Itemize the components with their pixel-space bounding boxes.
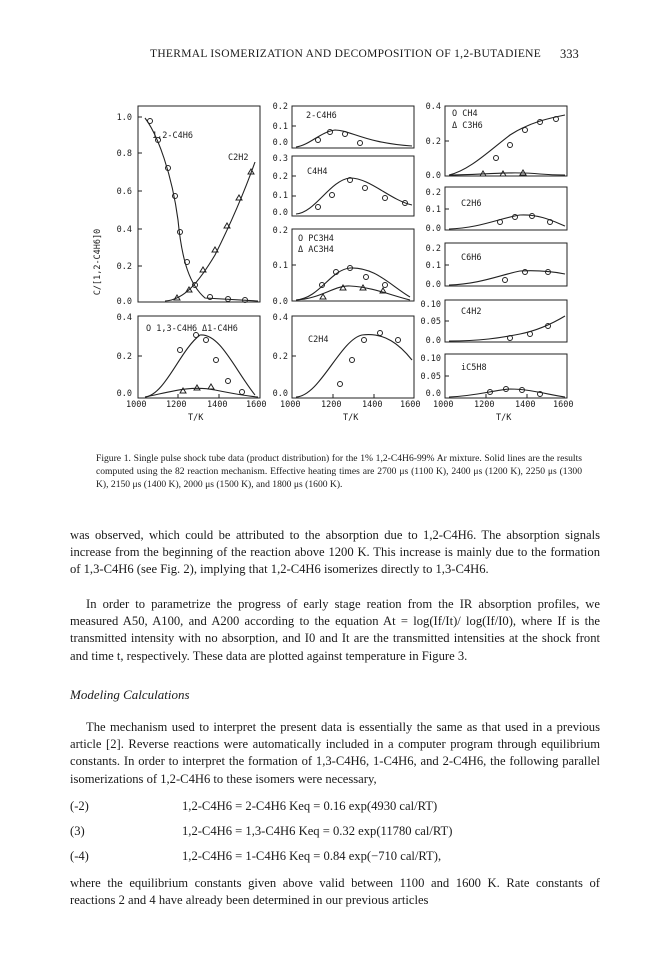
label-1-3-c4h6: O 1,3-C4H6 bbox=[146, 324, 198, 334]
x-tick: 1200 bbox=[321, 400, 342, 410]
y-tick: 0.4 bbox=[116, 225, 132, 235]
marker-circle bbox=[494, 156, 499, 161]
label-c3h6: Δ C3H6 bbox=[452, 121, 483, 131]
figure-1 bbox=[0, 0, 672, 400]
x-tick: 1200 bbox=[166, 400, 187, 410]
running-head: THERMAL ISOMERIZATION AND DECOMPOSITION OF 1,2-BUTADIENE bbox=[150, 48, 542, 60]
panel-c6h6-frame bbox=[445, 243, 567, 286]
y-tick: 0.0 bbox=[272, 297, 288, 307]
equation-row bbox=[70, 799, 600, 817]
y-tick: 0.4 bbox=[116, 313, 132, 323]
marker-circle bbox=[523, 270, 528, 275]
marker-circle bbox=[178, 348, 183, 353]
equation-number: (-4) bbox=[70, 849, 89, 863]
x-tick: 1000 bbox=[433, 400, 454, 410]
label-c2h4: C2H4 bbox=[308, 335, 329, 345]
x-tick: 1400 bbox=[362, 400, 383, 410]
x-tick: 1600 bbox=[400, 400, 421, 410]
y-tick: 0.0 bbox=[425, 389, 441, 399]
y-tick: 0.2 bbox=[272, 352, 288, 362]
y-tick: 0.0 bbox=[116, 297, 132, 307]
equation-row bbox=[70, 849, 600, 867]
x-tick: 1000 bbox=[280, 400, 301, 410]
y-tick: 0.0 bbox=[425, 171, 441, 181]
label-1-2-c4h6: 1,2-C4H6 bbox=[152, 131, 193, 141]
curve-c4h4 bbox=[296, 178, 412, 214]
paragraph-text: was observed, which could be attributed to the absorption due to 1,2-C4H6. The absorption signals increase from the beginning of the reaction above 1200 K. This increase is mainly due to the formation of 1,3-C4H6 (see Fig. 2), implying that 1,2-C4H6 isomerizes directly to 1,3-C4H6. bbox=[70, 528, 600, 577]
marker-circle bbox=[214, 358, 219, 363]
x-tick: 1600 bbox=[553, 400, 574, 410]
x-axis-titles bbox=[0, 413, 672, 427]
marker-circle bbox=[364, 275, 369, 280]
y-tick: 0.1 bbox=[272, 191, 288, 201]
label-pc3h4: O PC3H4 bbox=[298, 234, 334, 244]
curve-ic5h8 bbox=[449, 389, 565, 397]
marker-circle bbox=[316, 138, 321, 143]
x-tick: 1600 bbox=[246, 400, 267, 410]
y-tick: 0.1 bbox=[425, 261, 441, 271]
y-axis-label: C/[1,2-C4H6]0 bbox=[93, 228, 103, 296]
curve-1-2-c4h6 bbox=[145, 118, 258, 301]
equation-body: 1,2-C4H6 = 1-C4H6 Keq = 0.84 exp(−710 cal/RT), bbox=[182, 849, 442, 863]
marker-circle bbox=[173, 194, 178, 199]
y-tick: 0.2 bbox=[116, 352, 132, 362]
marker-circle bbox=[338, 382, 343, 387]
page-number: 333 bbox=[560, 47, 579, 61]
y-tick: 0.05 bbox=[420, 372, 441, 382]
x-tick: 1400 bbox=[515, 400, 536, 410]
paragraph-2 bbox=[70, 596, 600, 665]
label-c6h6: C6H6 bbox=[461, 253, 482, 263]
y-tick: 0.10 bbox=[420, 300, 441, 310]
y-tick: 0.1 bbox=[272, 122, 288, 132]
panel-c2h4-frame bbox=[292, 316, 414, 398]
label-1-c4h6: Δ1-C4H6 bbox=[202, 324, 238, 334]
curve-1-3-c4h6 bbox=[145, 335, 255, 397]
y-tick: 0.10 bbox=[420, 354, 441, 364]
y-tick: 0.1 bbox=[272, 261, 288, 271]
curve-c3h6 bbox=[449, 173, 565, 175]
paragraph-text: where the equilibrium constants given above valid between 1100 and 1600 K. Rate constants of reactions 2 and 4 have already been determined in our previous articles bbox=[70, 876, 600, 908]
marker-triangle bbox=[208, 384, 214, 389]
x-axis-label: T/K bbox=[188, 413, 204, 423]
y-tick: 0.2 bbox=[116, 262, 132, 272]
marker-circle bbox=[316, 205, 321, 210]
marker-circle bbox=[383, 196, 388, 201]
marker-triangle bbox=[212, 247, 218, 252]
marker-circle bbox=[498, 220, 503, 225]
marker-circle bbox=[226, 379, 231, 384]
equation-number: (3) bbox=[70, 824, 85, 838]
y-tick: 0.0 bbox=[116, 389, 132, 399]
marker-circle bbox=[358, 141, 363, 146]
y-tick: 0.0 bbox=[272, 389, 288, 399]
y-tick: 0.0 bbox=[272, 138, 288, 148]
paragraph-1 bbox=[70, 527, 600, 579]
label-c2h6: C2H6 bbox=[461, 199, 482, 209]
y-tick: 0.05 bbox=[420, 317, 441, 327]
curve-c2h2 bbox=[165, 162, 255, 301]
marker-circle bbox=[396, 338, 401, 343]
marker-circle bbox=[513, 215, 518, 220]
x-axis-label: T/K bbox=[343, 413, 359, 423]
y-tick: 0.2 bbox=[425, 188, 441, 198]
x-tick: 1200 bbox=[474, 400, 495, 410]
marker-circle bbox=[204, 338, 209, 343]
y-tick: 0.6 bbox=[116, 187, 132, 197]
marker-circle bbox=[508, 143, 513, 148]
label-c4h2: C4H2 bbox=[461, 307, 482, 317]
figure-caption bbox=[96, 452, 582, 491]
marker-circle bbox=[350, 358, 355, 363]
y-tick: 0.0 bbox=[272, 208, 288, 218]
curve-2-c4h6 bbox=[296, 130, 412, 147]
marker-circle bbox=[362, 338, 367, 343]
equation-body: 1,2-C4H6 = 2-C4H6 Keq = 0.16 exp(4930 cal/RT) bbox=[182, 799, 438, 813]
marker-triangle bbox=[520, 170, 526, 175]
y-tick: 0.4 bbox=[272, 313, 288, 323]
label-2-c4h6: 2-C4H6 bbox=[306, 111, 337, 121]
y-tick: 0.2 bbox=[425, 137, 441, 147]
paragraph-3 bbox=[70, 719, 600, 788]
y-tick: 0.0 bbox=[425, 224, 441, 234]
label-ch4: O CH4 bbox=[452, 109, 478, 119]
marker-circle bbox=[523, 128, 528, 133]
marker-circle bbox=[378, 331, 383, 336]
caption-label: Figure 1. bbox=[96, 453, 131, 464]
y-tick: 0.2 bbox=[272, 226, 288, 236]
label-ac3h4: Δ AC3H4 bbox=[298, 245, 334, 255]
marker-circle bbox=[503, 278, 508, 283]
label-c4h4: C4H4 bbox=[307, 167, 328, 177]
paragraph-text: In order to parametrize the progress of early stage reation from the IR absorption profiles, we measured A50, A100, and A200 according to the equation At = log(If/It)/ log(If/I0), where If is the transmitted intensity with no absorption, and I0 and It are the transmitted intensities at the shock front and time t, respectively. These data are plotted against temperature in Figure 3. bbox=[70, 597, 600, 663]
marker-circle bbox=[383, 283, 388, 288]
equation-row bbox=[70, 824, 600, 842]
section-heading: Modeling Calculations bbox=[70, 687, 190, 702]
y-tick: 0.2 bbox=[272, 102, 288, 112]
paragraph-4 bbox=[70, 875, 600, 909]
panel-c4h4-frame bbox=[292, 156, 414, 216]
y-tick: 0.0 bbox=[425, 336, 441, 346]
x-tick: 1000 bbox=[126, 400, 147, 410]
marker-circle bbox=[330, 193, 335, 198]
y-tick: 0.8 bbox=[116, 149, 132, 159]
equation-body: 1,2-C4H6 = 1,3-C4H6 Keq = 0.32 exp(11780 cal/RT) bbox=[182, 824, 453, 838]
y-tick: 0.0 bbox=[425, 280, 441, 290]
y-tick: 0.3 bbox=[272, 154, 288, 164]
marker-circle bbox=[528, 332, 533, 337]
paragraph-text: The mechanism used to interpret the present data is essentially the same as that used in a previous article [2]. Reverse reactions were automatically included in a computer program through equilibrium constants. In order to interpret the formation of 1,3-C4H6, 1-C4H6, and 2-C4H6, the following parallel isomerizations of 1,2-C4H6 to these isomers were necessary, bbox=[70, 720, 600, 786]
marker-circle bbox=[240, 390, 245, 395]
caption-text: Single pulse shock tube data (product distribution) for the 1% 1,2-C4H6-99% Ar mixture. Solid lines are the results computed using the 82 reaction mechanism. Effective heating times are 2700 μs (1100 K), 2400 μs (1200 K), 2250 μs (1300 K), 2150 μs (1400 K), 2000 μs (1500 K), and 1800 μs (1600 K). bbox=[96, 453, 582, 490]
y-tick: 0.1 bbox=[425, 205, 441, 215]
x-axis-label: T/K bbox=[496, 413, 512, 423]
y-tick: 0.2 bbox=[272, 172, 288, 182]
marker-triangle bbox=[194, 385, 200, 390]
marker-circle bbox=[148, 119, 153, 124]
equation-number: (-2) bbox=[70, 799, 89, 813]
y-tick: 0.2 bbox=[425, 244, 441, 254]
label-ic5h8: iC5H8 bbox=[461, 363, 487, 373]
marker-triangle bbox=[200, 267, 206, 272]
x-tick: 1400 bbox=[207, 400, 228, 410]
y-tick: 1.0 bbox=[116, 113, 132, 123]
y-tick: 0.4 bbox=[425, 102, 441, 112]
marker-circle bbox=[363, 186, 368, 191]
label-c2h2: C2H2 bbox=[228, 153, 249, 163]
